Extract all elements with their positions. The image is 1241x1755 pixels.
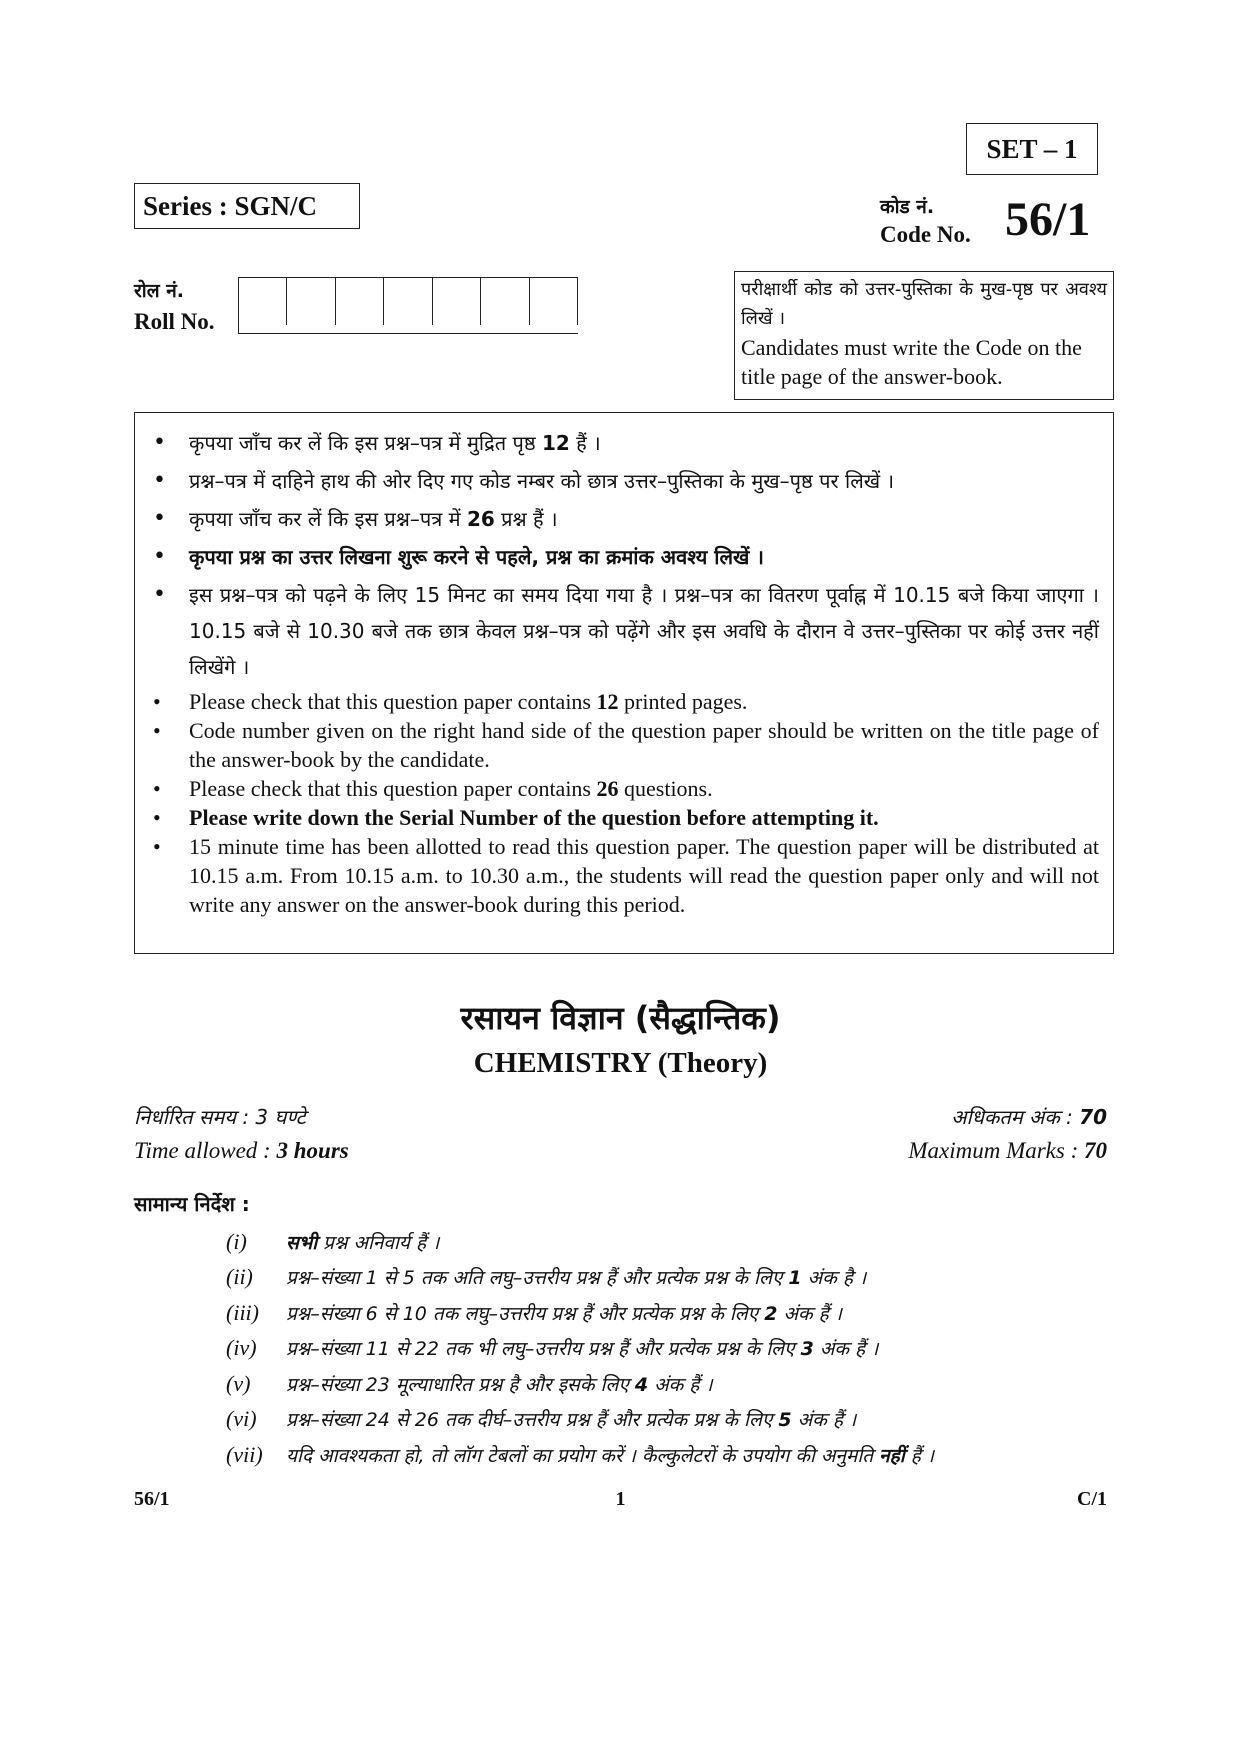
- footer-code: 56/1: [134, 1488, 170, 1510]
- instruction-item: • Please write down the Serial Number of the question before attempting it.: [153, 805, 879, 830]
- instruction-item: • 15 minute time has been allotted to read this question paper. The question paper will be distributed at 10.15 a.m. From 10.15 a.m. to 10.30 a.m., the students will read the question paper only and will not write any answer on the answer-book during this period.: [153, 834, 1099, 917]
- footer-ref: C/1: [1077, 1488, 1107, 1510]
- roll-number-boxes[interactable]: [238, 277, 578, 334]
- general-instruction-item: (vi) प्रश्न–संख्या 24 से 26 तक दीर्घ–उत्तरीय प्रश्न हैं और प्रत्येक प्रश्न के लिए 5 अंक हैं ।: [226, 1406, 857, 1432]
- roll-number-cell[interactable]: [287, 277, 335, 325]
- general-instruction-item: (ii) प्रश्न–संख्या 1 से 5 तक अति लघु–उत्तरीय प्रश्न हैं और प्रत्येक प्रश्न के लिए 1 अंक है ।: [226, 1264, 867, 1290]
- instructions-english-list: [149, 687, 1099, 919]
- instruction-item: • Please check that this question paper contains 26 questions.: [153, 776, 713, 801]
- roll-number-cell[interactable]: [336, 277, 384, 325]
- maximum-marks-english: Maximum Marks : 70: [908, 1138, 1107, 1163]
- subject-title-english: CHEMISTRY (Theory): [473, 1047, 768, 1079]
- bullet-icon: •: [153, 718, 161, 743]
- roll-number-cell[interactable]: [239, 277, 287, 325]
- instruction-item: • कृपया जाँच कर लें कि इस प्रश्न–पत्र में मुद्रित पृष्ठ 12 हैं ।: [149, 425, 1099, 461]
- roll-number-cell[interactable]: [481, 277, 529, 325]
- bullet-icon: •: [153, 689, 161, 714]
- bullet-icon: •: [153, 776, 161, 801]
- candidate-note-hindi: परीक्षार्थी कोड को उत्तर-पुस्तिका के मुख-पृष्ठ पर अवश्य लिखें ।: [741, 279, 1107, 329]
- roll-number-cell[interactable]: [384, 277, 432, 325]
- general-instruction-item: (iii) प्रश्न–संख्या 6 से 10 तक लघु–उत्तरीय प्रश्न हैं और प्रत्येक प्रश्न के लिए 2 अंक हैं ।: [226, 1299, 842, 1325]
- general-instructions-heading: सामान्य निर्देश :: [134, 1192, 250, 1216]
- general-instruction-item: (i) सभी प्रश्न अनिवार्य हैं ।: [226, 1228, 440, 1254]
- subject-title-hindi: रसायन विज्ञान (सैद्धान्तिक): [460, 999, 781, 1037]
- general-instructions-list: [226, 1224, 1116, 1473]
- general-instruction-item: (vii) यदि आवश्यकता हो, तो लॉग टेबलों का प्रयोग करें । कैल्कुलेटरों के उपयोग की अनुमति नहीं हैं ।: [226, 1441, 935, 1467]
- instructions-box: [134, 412, 1114, 954]
- series-label: Series : SGN/C: [134, 183, 360, 229]
- bullet-icon: •: [153, 805, 161, 830]
- maximum-marks-hindi: अधिकतम अंक : 70: [951, 1105, 1107, 1129]
- general-instruction-item: (iv) प्रश्न–संख्या 11 से 22 तक भी लघु–उत्तरीय प्रश्न हैं और प्रत्येक प्रश्न के लिए 3 अंक हैं ।: [226, 1335, 879, 1361]
- instruction-item: • कृपया प्रश्न का उत्तर लिखना शुरू करने से पहले, प्रश्न का क्रमांक अवश्य लिखें ।: [149, 539, 1099, 575]
- footer-page-number: 1: [615, 1488, 626, 1510]
- code-label-hindi: कोड नं.: [880, 196, 935, 218]
- code-label-english: Code No.: [880, 222, 971, 247]
- general-instruction-item: (v) प्रश्न–संख्या 23 मूल्याधारित प्रश्न है और इसके लिए 4 अंक हैं ।: [226, 1370, 713, 1396]
- bullet-icon: •: [153, 834, 161, 859]
- instruction-item: • Please check that this question paper contains 12 printed pages.: [153, 689, 748, 714]
- candidate-note-box: [734, 271, 1114, 400]
- instruction-item: • इस प्रश्न–पत्र को पढ़ने के लिए 15 मिनट का समय दिया गया है । प्रश्न–पत्र का वितरण पूर्वाह्न में 10.15 बजे किया जाएगा । 10.15 बजे से 10.30 बजे तक छात्र केवल प्रश्न–पत्र को पढ़ेंगे और इस अवधि के दौरान वे उत्तर–पुस्तिका पर कोई उत्तर नहीं लिखेंगे ।: [149, 577, 1099, 685]
- instruction-item: • Code number given on the right hand side of the question paper should be written on the title page of the answer-book by the candidate.: [153, 718, 1099, 772]
- bullet-icon: •: [153, 430, 166, 455]
- roll-label-hindi: रोल नं.: [134, 280, 184, 302]
- roll-label-english: Roll No.: [134, 309, 215, 334]
- roll-number-cell[interactable]: [433, 277, 481, 325]
- candidate-note-english: Candidates must write the Code on the title page of the answer-book.: [741, 335, 1082, 389]
- bullet-icon: •: [153, 468, 166, 493]
- instructions-hindi-list: [149, 425, 1099, 685]
- bullet-icon: •: [153, 506, 166, 531]
- time-allowed-english: Time allowed : 3 hours: [134, 1138, 349, 1163]
- set-label: SET – 1: [966, 123, 1098, 175]
- bullet-icon: •: [153, 544, 166, 569]
- code-number: 56/1: [1005, 193, 1091, 246]
- instruction-item: • कृपया जाँच कर लें कि इस प्रश्न–पत्र में 26 प्रश्न हैं ।: [149, 501, 1099, 537]
- time-allowed-hindi: निर्धारित समय : 3 घण्टे: [134, 1105, 306, 1129]
- bullet-icon: •: [153, 582, 166, 607]
- roll-number-cell[interactable]: [530, 277, 578, 325]
- instruction-item: • प्रश्न–पत्र में दाहिने हाथ की ओर दिए गए कोड नम्बर को छात्र उत्तर–पुस्तिका के मुख–पृष्ठ पर लिखें ।: [149, 463, 1099, 499]
